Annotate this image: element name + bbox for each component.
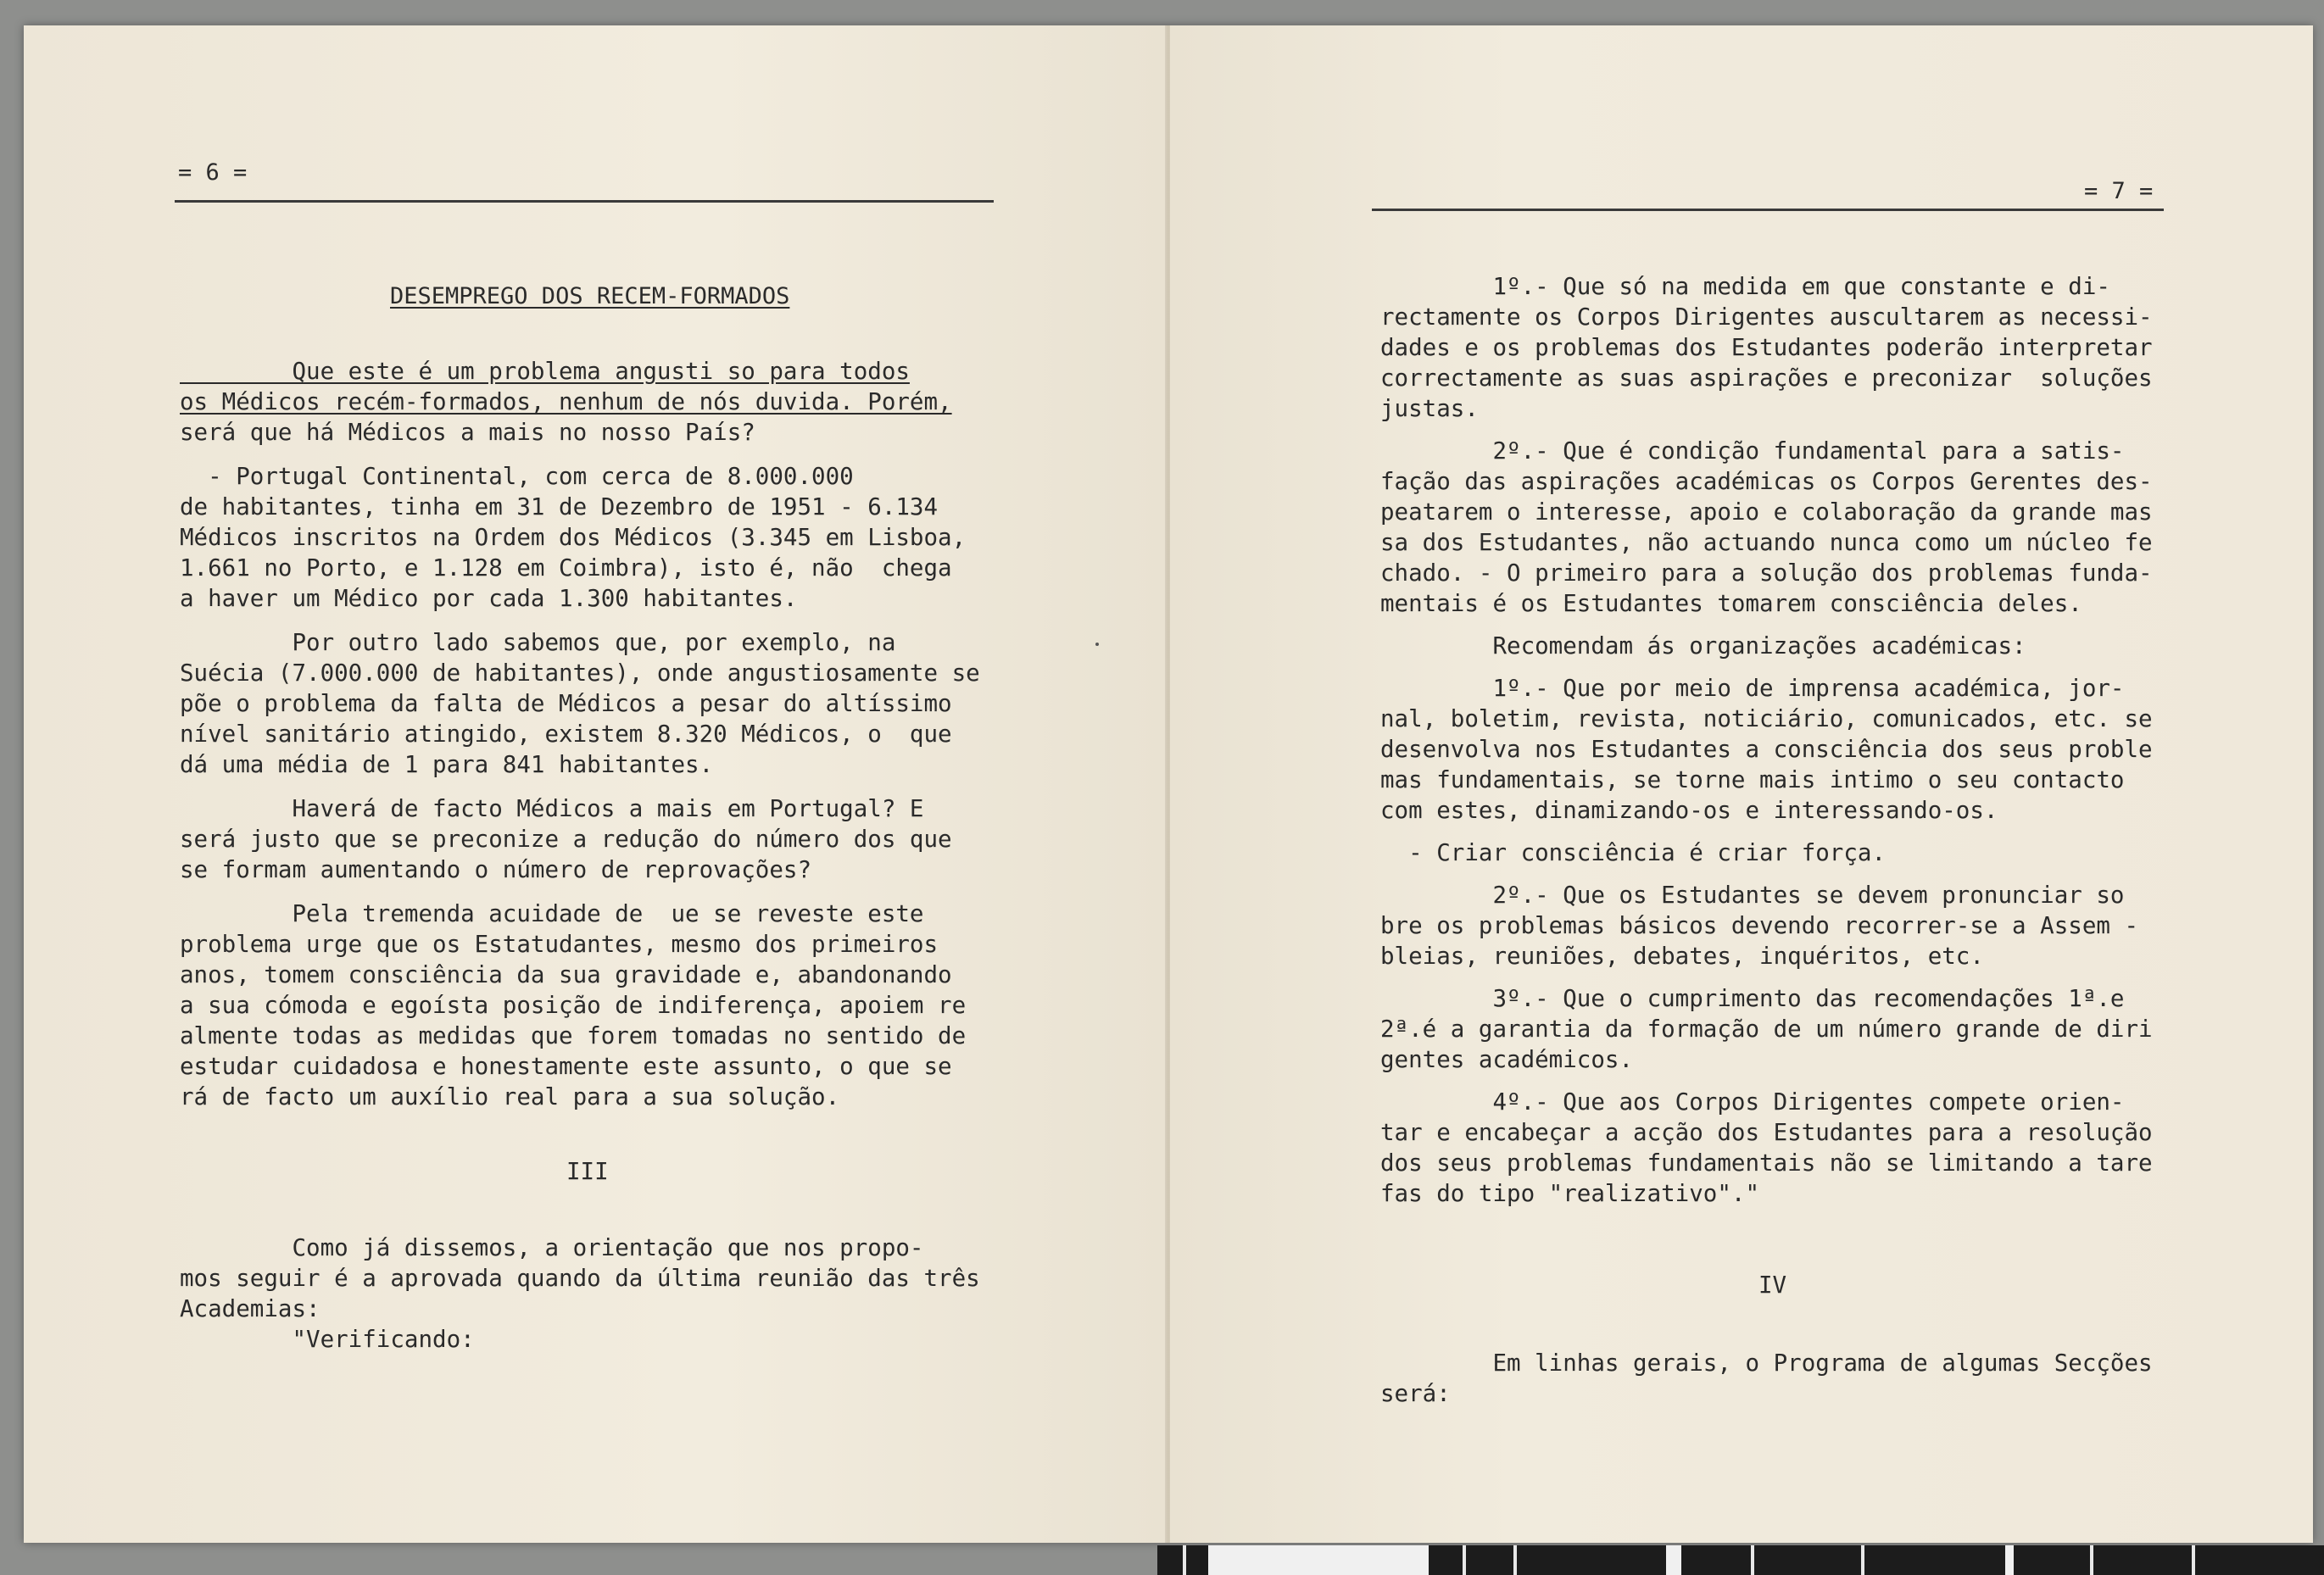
text-line: Médicos inscritos na Ordem dos Médicos (3.345 em Lisboa, [180,524,967,551]
text-line: 2º.- Que os Estudantes se devem pronunciar so [1380,882,2125,909]
text-line: - Criar consciência é criar força. [1380,839,1887,866]
section-title: DESEMPREGO DOS RECEM-FORMADOS [390,283,790,309]
text-line: Como já dissemos, a orientação que nos propo- [180,1234,924,1261]
text-line: desenvolva nos Estudantes a consciência dos seus proble [1380,736,2153,763]
left-body-text [180,356,1028,1126]
text-line: - Portugal Continental, com cerca de 8.000.000 [180,463,854,490]
paragraph [180,899,1028,1112]
text-line: 1º.- Que só na medida em que constante e di- [1380,273,2110,300]
header-rule [175,200,994,203]
right-page [1170,25,2313,1543]
text-line: 2º.- Que é condição fundamental para a satis- [1380,437,2125,465]
paragraph [1380,983,2228,1075]
text-line: mentais é os Estudantes tomarem consciência deles. [1380,590,2082,617]
text-line: "Verificando: [180,1326,475,1353]
text-line: bre os problemas básicos devendo recorrer-se a Assem - [1380,912,2139,939]
text-line: estudar cuidadosa e honestamente este assunto, o que se [180,1053,952,1080]
text-line: Por outro lado sabemos que, por exemplo, na [180,629,896,656]
text-line: Suécia (7.000.000 de habitantes), onde angustiosamente se [180,659,980,687]
paragraph [180,793,1028,885]
text-line: dos seus problemas fundamentais não se limitando a tare [1380,1149,2153,1177]
text-line: 1º.- Que por meio de imprensa académica, jor- [1380,675,2125,702]
text-line: mos seguir é a aprovada quando da última reunião das três [180,1265,980,1292]
text-line: fas do tipo "realizativo"." [1380,1180,1760,1207]
text-line: Haverá de facto Médicos a mais em Portugal? E [180,795,924,822]
text-line: nal, boletim, revista, noticiário, comunicados, etc. se [1380,705,2153,732]
paragraph [180,356,1028,448]
text-line: peatarem o interesse, apoio e colaboração da grande mas [1380,498,2153,526]
text-line: Pela tremenda acuidade de ue se reveste este [180,900,924,927]
text-line: rá de facto um auxílio real para a sua solução. [180,1083,840,1110]
text-line: será justo que se preconize a redução do número dos que [180,826,952,853]
text-line: Recomendam ás organizações académicas: [1380,632,2026,659]
paragraph [180,627,1028,780]
text-line: 1.661 no Porto, e 1.128 em Coimbra), isto é, não chega [180,554,952,582]
text-line: sa dos Estudantes, não actuando nunca como um núcleo fe [1380,529,2153,556]
left-closing-text [180,1233,1028,1355]
paragraph [1380,436,2228,619]
header-rule [1372,209,2164,211]
text-line: anos, tomem consciência da sua gravidade e, abandonando [180,961,952,988]
text-line: será que há Médicos a mais no nosso País? [180,419,755,446]
text-line: 2ª.é a garantia da formação de um número grande de diri [1380,1016,2153,1043]
text-line: nível sanitário atingido, existem 8.320 Médicos, o que [180,721,952,748]
text-line: justas. [1380,395,1479,422]
text-line: correctamente as suas aspirações e preconizar soluções [1380,365,2153,392]
right-body-text [1380,271,2228,1221]
paragraph [1380,1087,2228,1209]
text-line: Que este é um problema angusti so para todos [180,358,910,385]
text-line: fação das aspirações académicas os Corpos Gerentes des- [1380,468,2153,495]
text-line: almente todas as medidas que forem tomadas no sentido de [180,1022,967,1049]
text-line: dá uma média de 1 para 841 habitantes. [180,751,714,778]
text-line: problema urge que os Estatudantes, mesmo dos primeiros [180,931,939,958]
section-heading-iv: IV [1758,1272,1787,1299]
right-closing-text [1380,1348,2279,1409]
text-line: gentes académicos. [1380,1046,1634,1073]
text-line: Academias: [180,1295,320,1322]
left-page [24,25,1168,1543]
ink-speck [1095,643,1099,646]
text-line: bleias, reuniões, debates, inquéritos, etc. [1380,943,1984,970]
text-line: os Médicos recém-formados, nenhum de nós duvida. Porém, [180,388,952,415]
paragraph [1380,631,2228,661]
document-spread [24,25,2313,1543]
paragraph [180,461,1028,614]
text-line: rectamente os Corpos Dirigentes auscultarem as necessi- [1380,303,2153,331]
text-line: tar e encabeçar a acção dos Estudantes para a resolução [1380,1119,2153,1146]
text-line: se formam aumentando o número de reprovações? [180,856,812,883]
text-line: a haver um Médico por cada 1.300 habitantes. [180,585,798,612]
text-line: 3º.- Que o cumprimento das recomendações 1ª.e [1380,985,2125,1012]
text-line: mas fundamentais, se torne mais intimo o seu contacto [1380,766,2125,793]
text-line: de habitantes, tinha em 31 de Dezembro de 1951 - 6.134 [180,493,939,520]
paragraph [1380,271,2228,424]
text-line: dades e os problemas dos Estudantes poderão interpretar [1380,334,2153,361]
text-line: põe o problema da falta de Médicos a pesar do altíssimo [180,690,952,717]
text-line: 4º.- Que aos Corpos Dirigentes compete orien- [1380,1088,2125,1116]
paragraph [1380,673,2228,826]
section-heading-iii: III [566,1158,609,1185]
text-line: Em linhas gerais, o Programa de algumas Secções [1380,1350,2153,1377]
text-line: será: [1380,1380,1451,1407]
text-line: com estes, dinamizando-os e interessando-os. [1380,797,1998,824]
paragraph [1380,880,2228,971]
page-number: = 6 = [178,159,248,186]
text-line: chado. - O primeiro para a solução dos problemas funda- [1380,559,2153,587]
page-number: = 7 = [2084,178,2154,204]
text-line: a sua cómoda e egoísta posição de indiferença, apoiem re [180,992,967,1019]
paragraph [1380,838,2228,868]
color-scale-bar [1157,1545,2324,1575]
